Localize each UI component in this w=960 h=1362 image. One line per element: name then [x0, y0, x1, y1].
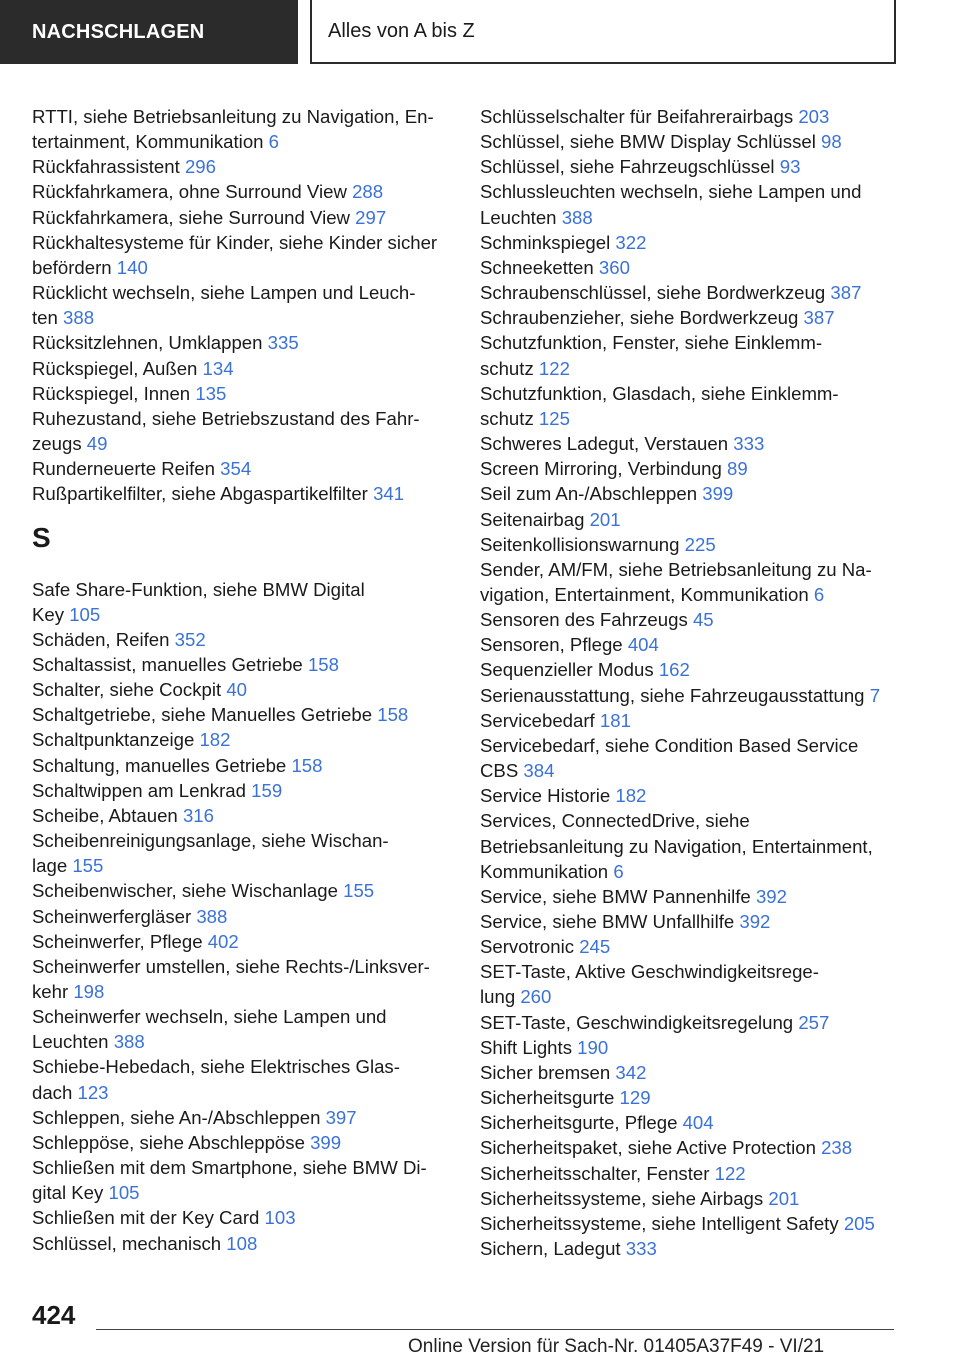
index-entry-text: Servicebedarf 181 [480, 709, 631, 731]
index-entry [480, 557, 900, 607]
index-entry-text: Schminkspiegel 322 [480, 231, 647, 253]
page-reference-link[interactable]: 134 [202, 357, 234, 379]
index-entry-text: Scheinwerfer umstellen, siehe Rechts-/Linksver- [32, 955, 430, 977]
page-reference-link[interactable]: 89 [727, 458, 748, 480]
index-entry-text: Sicherheitsgurte 129 [480, 1087, 651, 1109]
index-entry [480, 632, 900, 657]
index-entry-text: Service, siehe BMW Pannenhilfe 392 [480, 885, 787, 907]
page-reference-link[interactable]: 158 [307, 653, 339, 675]
index-entry-text: Schleppen, siehe An-/Abschleppen 397 [32, 1106, 357, 1128]
page-reference-link[interactable]: 342 [615, 1061, 647, 1083]
footer-version-text: Online Version für Sach-Nr. 01405A37F49 - VI/21 [408, 1336, 825, 1357]
index-entry-text: Sicherheitsschalter, Fenster 122 [480, 1162, 746, 1184]
page-reference-link[interactable]: 182 [199, 729, 231, 751]
page-reference-link[interactable]: 404 [627, 634, 659, 656]
index-entry [480, 1186, 900, 1211]
page-reference-link[interactable]: 352 [174, 628, 206, 650]
page-reference-link[interactable]: 288 [352, 181, 384, 203]
page-reference-link[interactable]: 45 [692, 609, 714, 631]
page-reference-link[interactable]: 201 [768, 1187, 800, 1209]
index-entry-text: Scheinwerfer wechseln, siehe Lampen und [32, 1006, 387, 1028]
index-entry-text: Screen Mirroring, Verbindung 89 [480, 458, 748, 480]
index-entry [32, 1004, 452, 1054]
page-reference-link[interactable]: 322 [615, 231, 647, 253]
page-reference-link[interactable]: 296 [184, 156, 216, 178]
page-reference-link[interactable]: 123 [77, 1081, 109, 1103]
page-reference-link[interactable]: 103 [264, 1207, 296, 1229]
index-entry [32, 205, 452, 230]
index-entry-text: Services, ConnectedDrive, siehe [480, 810, 750, 832]
index-entry-text: Rückspiegel, Innen 135 [32, 382, 227, 404]
index-entry [32, 1105, 452, 1130]
index-entry [480, 305, 900, 330]
chapter-tab: Alles von A bis Z [310, 0, 896, 64]
page-reference-link[interactable]: 384 [523, 760, 555, 782]
index-entry-text: Schaltassist, manuelles Getriebe 158 [32, 653, 339, 675]
index-entry [480, 179, 900, 229]
index-entry [480, 507, 900, 532]
page-reference-link[interactable]: 6 [813, 583, 825, 605]
index-entry [32, 577, 452, 627]
page-reference-link[interactable]: 98 [821, 131, 842, 153]
index-entry-text: Betriebsanleitung zu Navigation, Entertainment, [480, 835, 873, 857]
section-letter: S [32, 521, 51, 553]
page-reference-link[interactable]: 238 [821, 1137, 853, 1159]
index-entry [32, 1054, 452, 1104]
index-entry-text: befördern 140 [32, 256, 148, 278]
index-entry-text: zeugs 49 [32, 433, 108, 455]
index-entry [480, 1161, 900, 1186]
index-entry-text: Scheibenreinigungsanlage, siehe Wischan- [32, 830, 389, 852]
page-reference-link[interactable]: 392 [755, 885, 787, 907]
index-entry [32, 828, 452, 878]
index-entry [32, 727, 452, 752]
index-entry-text: Schiebe-Hebedach, siehe Elektrisches Glas- [32, 1056, 400, 1078]
index-entry-text: ten 388 [32, 307, 95, 329]
index-entry-text: lage 155 [32, 855, 104, 877]
index-column-right [480, 104, 900, 1261]
index-entry-text: vigation, Entertainment, Kommunikation 6 [480, 583, 825, 605]
index-entry-text: dach 123 [32, 1081, 109, 1103]
index-entry [480, 1135, 900, 1160]
index-entry [480, 280, 900, 305]
index-list-s-continued [480, 104, 900, 1261]
page-reference-link[interactable]: 7 [869, 684, 881, 706]
index-entry [32, 356, 452, 381]
page-reference-link[interactable]: 155 [343, 880, 375, 902]
index-entry-text: Schutzfunktion, Glasdach, siehe Einklemm- [480, 382, 839, 404]
index-entry [32, 702, 452, 727]
index-entry [32, 154, 452, 179]
index-entry-text: Servotronic 245 [480, 936, 611, 958]
index-entry [480, 532, 900, 557]
index-entry-text: Seitenkollisionswarnung 225 [480, 533, 716, 555]
index-entry-text: schutz 125 [480, 407, 570, 429]
page-reference-link[interactable]: 140 [116, 256, 148, 278]
page-reference-link[interactable]: 402 [207, 930, 239, 952]
page-reference-link[interactable]: 245 [579, 936, 611, 958]
index-entry-text: Rückfahrassistent 296 [32, 156, 216, 178]
page-reference-link[interactable]: 203 [798, 106, 830, 127]
page-reference-link[interactable]: 105 [69, 603, 101, 625]
index-entry [32, 677, 452, 702]
index-entry-text: Rückspiegel, Außen 134 [32, 357, 234, 379]
page-reference-link[interactable]: 198 [73, 981, 105, 1002]
index-entry [480, 1211, 900, 1236]
index-entry [32, 904, 452, 929]
index-entry-text: Scheibe, Abtauen 316 [32, 804, 214, 826]
index-entry [480, 1110, 900, 1135]
index-entry [480, 230, 900, 255]
index-entry-text: tertainment, Kommunikation 6 [32, 131, 280, 153]
index-entry-text: Rücklicht wechseln, siehe Lampen und Leuch- [32, 282, 416, 304]
index-entry [32, 330, 452, 355]
index-entry [32, 406, 452, 456]
page-reference-link[interactable]: 316 [182, 804, 214, 826]
index-entry-text: Servicebedarf, siehe Condition Based Service [480, 734, 859, 756]
index-entry-text: SET-Taste, Geschwindigkeitsregelung 257 [480, 1011, 830, 1033]
index-column-left [32, 104, 452, 1256]
index-entry-text: Schraubenzieher, siehe Bordwerkzeug 387 [480, 307, 835, 329]
page-reference-link[interactable]: 108 [226, 1232, 258, 1254]
index-entry-text: lung 260 [480, 986, 552, 1008]
index-entry-text: Sicher bremsen 342 [480, 1061, 647, 1083]
page-reference-link[interactable]: 388 [113, 1031, 145, 1053]
page-header [0, 0, 960, 66]
index-entry-text: Schaltwippen am Lenkrad 159 [32, 779, 283, 801]
index-entry [480, 481, 900, 506]
page-reference-link[interactable]: 135 [195, 382, 227, 404]
page-reference-link[interactable]: 387 [803, 307, 835, 329]
page-reference-link[interactable]: 159 [251, 779, 283, 801]
index-entry [480, 1010, 900, 1035]
index-list-s [32, 577, 452, 1256]
page-reference-link[interactable]: 6 [613, 860, 624, 882]
index-entry [32, 230, 452, 280]
index-entry [32, 456, 452, 481]
index-entry-text: Key 105 [32, 603, 101, 625]
index-entry-text: RTTI, siehe Betriebsanleitung zu Navigation, En- [32, 106, 434, 127]
index-entry-text: CBS 384 [480, 760, 555, 782]
index-entry-text: Schlüssel, siehe BMW Display Schlüssel 98 [480, 131, 842, 153]
index-entry-text: Schäden, Reifen 352 [32, 628, 206, 650]
page-reference-link[interactable]: 392 [739, 911, 771, 932]
index-entry-text: Schließen mit der Key Card 103 [32, 1207, 296, 1229]
index-entry-text: Scheibenwischer, siehe Wischanlage 155 [32, 880, 375, 902]
index-entry [480, 381, 900, 431]
index-entry [32, 1130, 452, 1155]
index-entry-text: Safe Share-Funktion, siehe BMW Digital [32, 578, 365, 600]
index-entry-text: Rückfahrkamera, siehe Surround View 297 [32, 206, 387, 228]
index-entry [480, 330, 900, 380]
page-reference-link[interactable]: 129 [619, 1087, 651, 1109]
index-entry [32, 878, 452, 903]
index-entry [32, 280, 452, 330]
index-entry-text: Kommunikation 6 [480, 860, 624, 882]
index-entry-text: Schneeketten 360 [480, 256, 630, 278]
page-reference-link[interactable]: 388 [63, 307, 95, 329]
index-entry-text: Sicherheitspaket, siehe Active Protection 238 [480, 1137, 853, 1159]
index-entry-text: Schleppöse, siehe Abschleppöse 399 [32, 1131, 342, 1153]
index-entry-text: Runderneuerte Reifen 354 [32, 458, 252, 480]
index-entry [480, 1236, 900, 1261]
page-reference-link[interactable]: 333 [625, 1238, 657, 1260]
page-reference-link[interactable]: 6 [268, 131, 280, 153]
index-entry-text: schutz 122 [480, 357, 570, 379]
index-entry-text: Schalter, siehe Cockpit 40 [32, 679, 247, 701]
index-entry-text: Rußpartikelfilter, siehe Abgaspartikelfilter 341 [32, 483, 405, 505]
index-entry-text: Schaltgetriebe, siehe Manuelles Getriebe 158 [32, 704, 409, 726]
index-entry [480, 708, 900, 733]
index-entry [480, 683, 900, 708]
index-entry [480, 104, 900, 129]
page-reference-link[interactable]: 257 [798, 1011, 830, 1033]
index-entry [480, 255, 900, 280]
index-entry [480, 431, 900, 456]
page-reference-link[interactable]: 93 [779, 156, 801, 178]
index-entry-text: kehr 198 [32, 981, 105, 1002]
index-entry [32, 753, 452, 778]
index-entry [480, 1085, 900, 1110]
index-entry-text: Sequenzieller Modus 162 [480, 659, 690, 681]
page-reference-link[interactable]: 125 [538, 407, 570, 429]
index-entry-text: Sensoren des Fahrzeugs 45 [480, 609, 714, 631]
page-reference-link[interactable]: 341 [373, 483, 405, 505]
index-entry-text: Schlüsselschalter für Beifahrerairbags 203 [480, 106, 830, 127]
index-entry [480, 884, 900, 909]
index-entry [480, 783, 900, 808]
index-entry [480, 733, 900, 783]
page-reference-link[interactable]: 158 [377, 704, 409, 726]
page-reference-link[interactable]: 397 [325, 1106, 357, 1128]
index-entry-text: Serienausstattung, siehe Fahrzeugausstattung 7 [480, 684, 881, 706]
index-entry [32, 179, 452, 204]
page-reference-link[interactable]: 388 [196, 905, 228, 927]
index-entry-text: Service, siehe BMW Unfallhilfe 392 [480, 911, 771, 932]
page-reference-link[interactable]: 399 [310, 1131, 342, 1153]
index-entry-text: Schweres Ladegut, Verstauen 333 [480, 433, 765, 455]
index-entry-text: Schlüssel, siehe Fahrzeugschlüssel 93 [480, 156, 801, 178]
index-entry-text: Rückfahrkamera, ohne Surround View 288 [32, 181, 384, 203]
page-reference-link[interactable]: 190 [577, 1036, 609, 1058]
index-entry-text: Rücksitzlehnen, Umklappen 335 [32, 332, 299, 354]
index-entry-text: Seil zum An-/Abschleppen 399 [480, 483, 734, 505]
page-reference-link[interactable]: 260 [520, 986, 552, 1008]
index-entry-text: Schlussleuchten wechseln, siehe Lampen und [480, 181, 862, 203]
index-entry [32, 803, 452, 828]
section-tab: NACHSCHLAGEN [0, 0, 298, 64]
index-entry [480, 657, 900, 682]
page-reference-link[interactable]: 201 [589, 508, 621, 530]
footer-divider [96, 1329, 894, 1330]
page-reference-link[interactable]: 155 [72, 855, 104, 877]
page-reference-link[interactable]: 399 [702, 483, 734, 505]
index-entry-text: Scheinwerfergläser 388 [32, 905, 228, 927]
index-entry [480, 909, 900, 934]
index-entry [32, 481, 452, 506]
index-entry [32, 1205, 452, 1230]
index-entry [480, 456, 900, 481]
index-entry-text: Schließen mit dem Smartphone, siehe BMW Di- [32, 1157, 427, 1179]
index-entry-text: Scheinwerfer, Pflege 402 [32, 930, 239, 952]
page-reference-link[interactable]: 360 [598, 256, 630, 278]
index-entry-text: Sichern, Ladegut 333 [480, 1238, 657, 1260]
index-entry [480, 1060, 900, 1085]
page-reference-link[interactable]: 122 [714, 1162, 746, 1184]
index-entry-text: Service Historie 182 [480, 785, 647, 807]
index-list-r [32, 104, 452, 507]
index-entry [480, 129, 900, 154]
page-reference-link[interactable]: 181 [599, 709, 631, 731]
page-reference-link[interactable]: 205 [843, 1212, 875, 1234]
index-entry-text: Sicherheitssysteme, siehe Airbags 201 [480, 1187, 800, 1209]
page-reference-link[interactable]: 40 [226, 679, 247, 701]
page-reference-link[interactable]: 122 [538, 357, 570, 379]
page-reference-link[interactable]: 162 [658, 659, 690, 681]
page-reference-link[interactable]: 388 [561, 206, 593, 228]
index-entry-text: Sicherheitssysteme, siehe Intelligent Safety 205 [480, 1212, 875, 1234]
index-entry-text: Sender, AM/FM, siehe Betriebsanleitung zu Na- [480, 558, 872, 580]
index-entry-text: Sensoren, Pflege 404 [480, 634, 659, 656]
index-entry [32, 652, 452, 677]
index-entry [32, 778, 452, 803]
page-reference-link[interactable]: 182 [615, 785, 647, 807]
index-entry-text: SET-Taste, Aktive Geschwindigkeitsrege- [480, 961, 819, 983]
page-number: 424 [32, 1300, 76, 1330]
index-entry-text: Ruhezustand, siehe Betriebszustand des Fahr- [32, 407, 420, 429]
page-reference-link[interactable]: 225 [684, 533, 716, 555]
index-entry-text: Leuchten 388 [32, 1031, 145, 1053]
index-entry-text: Schraubenschlüssel, siehe Bordwerkzeug 387 [480, 282, 862, 304]
page-reference-link[interactable]: 387 [830, 282, 862, 304]
index-entry-text: Sicherheitsgurte, Pflege 404 [480, 1112, 714, 1134]
index-entry [32, 1155, 452, 1205]
index-entry [480, 1035, 900, 1060]
index-entry-text: Seitenairbag 201 [480, 508, 621, 530]
index-entry [480, 607, 900, 632]
index-entry [480, 808, 900, 883]
index-entry [32, 627, 452, 652]
page-reference-link[interactable]: 158 [291, 754, 323, 776]
index-entry-text: Schutzfunktion, Fenster, siehe Einklemm- [480, 332, 823, 354]
index-entry [32, 1231, 452, 1256]
page-reference-link[interactable]: 354 [220, 458, 252, 480]
index-entry [480, 959, 900, 1009]
page-reference-link[interactable]: 404 [682, 1112, 714, 1134]
index-entry-text: Leuchten 388 [480, 206, 593, 228]
index-entry [480, 934, 900, 959]
page-reference-link[interactable]: 105 [108, 1182, 140, 1204]
index-entry-text: Schaltung, manuelles Getriebe 158 [32, 754, 323, 776]
index-entry [32, 954, 452, 1004]
page-reference-link[interactable]: 297 [355, 206, 387, 228]
index-entry [32, 381, 452, 406]
page-reference-link[interactable]: 49 [86, 433, 108, 455]
index-entry-text: Schlüssel, mechanisch 108 [32, 1232, 258, 1254]
index-entry [480, 154, 900, 179]
index-entry-text: Rückhaltesysteme für Kinder, siehe Kinder sicher [32, 231, 438, 253]
index-entry [32, 104, 452, 154]
index-entry-text: Schaltpunktanzeige 182 [32, 729, 231, 751]
index-entry-text: gital Key 105 [32, 1182, 140, 1204]
index-entry [32, 929, 452, 954]
index-entry-text: Shift Lights 190 [480, 1036, 609, 1058]
page-reference-link[interactable]: 335 [267, 332, 299, 354]
page-reference-link[interactable]: 333 [733, 433, 765, 455]
